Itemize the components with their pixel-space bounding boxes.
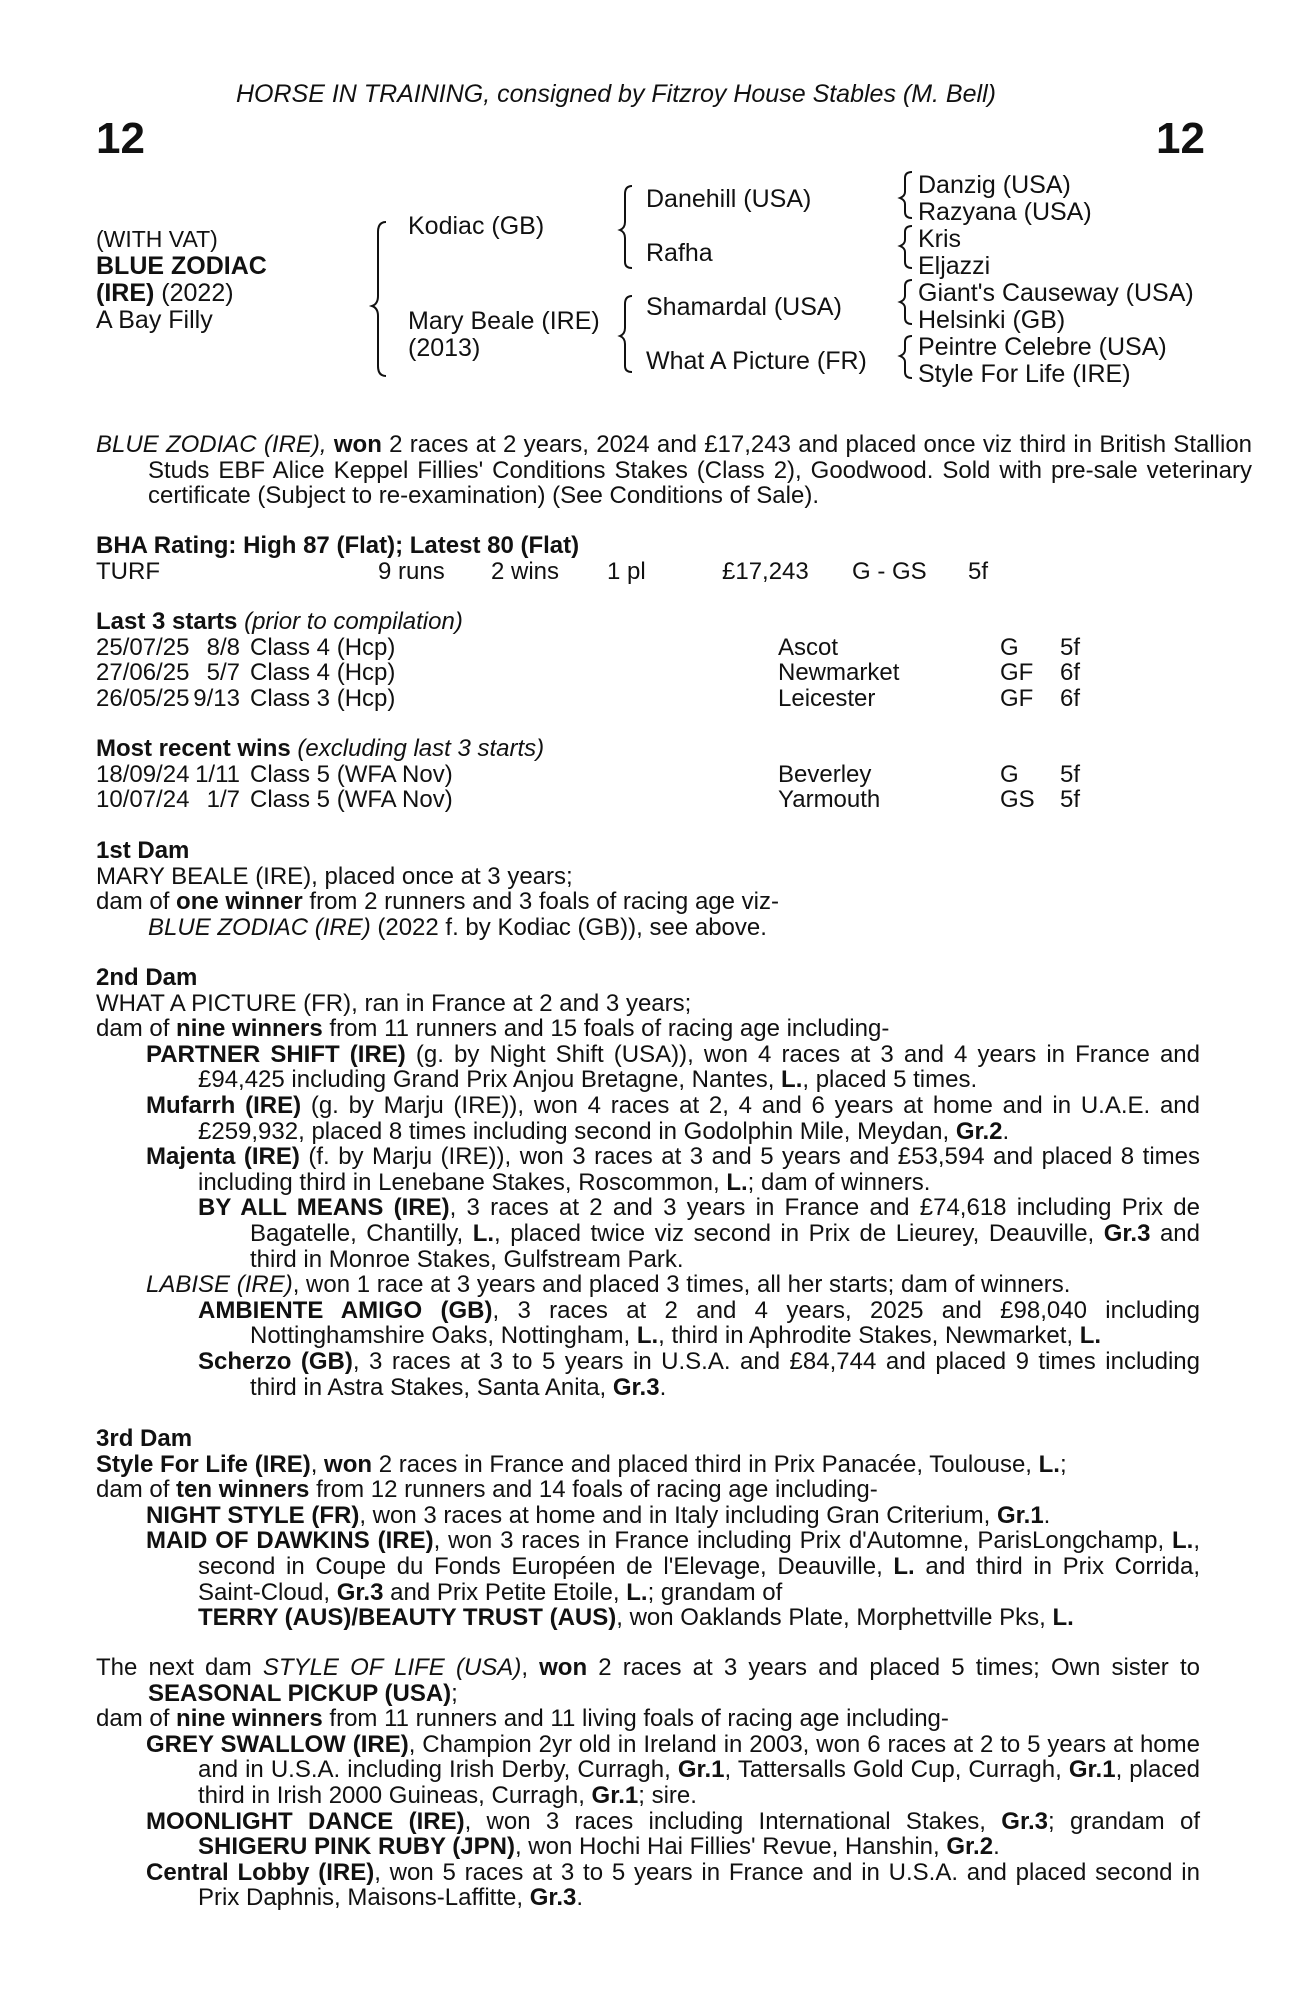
text: , 3 races at 2 and 3 years in France and £74,618 including Prix de Bagatelle, Chantilly, <box>250 1194 1200 1247</box>
text: dam of <box>96 1705 177 1733</box>
race-grade: Gr.1 <box>591 1781 639 1809</box>
produce-mufarrh <box>96 1093 1200 1144</box>
text: won <box>539 1654 588 1681</box>
last-start-dist: 6f <box>1060 684 1081 712</box>
horse-description: A Bay Filly <box>96 306 213 334</box>
gen3-2: Razyana (USA) <box>918 198 1092 226</box>
text: . <box>993 1833 1000 1861</box>
rating-surface: TURF <box>96 557 160 585</box>
race-grade: Gr.2 <box>946 1833 994 1861</box>
produce-name: LABISE (IRE) <box>146 1271 293 1299</box>
recent-wins-table <box>96 762 1080 813</box>
produce-night-style <box>96 1503 1200 1529</box>
gen3-7: Peintre Celebre (USA) <box>918 333 1167 361</box>
race-grade: Gr.3 <box>1103 1219 1151 1247</box>
recent-wins-heading <box>96 736 1080 762</box>
produce-grey-swallow <box>96 1732 1200 1809</box>
last-starts-note: (prior to compilation) <box>244 608 463 635</box>
last-start-going: G <box>1000 633 1019 661</box>
last-starts-title: Last 3 starts <box>96 608 238 635</box>
produce-name: NIGHT STYLE (FR) <box>146 1501 360 1529</box>
next-dam-line1 <box>96 1655 1200 1706</box>
produce-central-lobby <box>96 1860 1200 1911</box>
produce-moonlight-dance <box>96 1809 1200 1860</box>
recent-win-going: G <box>1000 760 1019 788</box>
race-grade: L. <box>1079 1322 1102 1350</box>
produce-name: Scherzo (GB) <box>198 1347 353 1375</box>
last-start-course: Leicester <box>778 684 876 712</box>
recent-win-pos: 1/11 <box>195 760 240 788</box>
vat-label: (WITH VAT) <box>96 226 218 252</box>
text: 2 races at 3 years and placed 5 times; Own sister to <box>587 1654 1200 1681</box>
text: ; grandam of <box>647 1578 783 1606</box>
produce-terry-beauty-trust <box>96 1605 1200 1631</box>
last-starts-table <box>96 635 1080 712</box>
produce-name: BY ALL MEANS (IRE) <box>198 1194 450 1222</box>
last-start-pos: 5/7 <box>206 659 240 687</box>
next-dam-line2 <box>96 1706 1200 1732</box>
text: . <box>659 1373 667 1401</box>
third-dam-section <box>96 1426 1200 1631</box>
winners-count: nine winners <box>176 1015 323 1043</box>
race-grade: L. <box>893 1552 915 1580</box>
text: , won 3 races at home and in Italy including Gran Criterium, <box>359 1501 997 1529</box>
recent-wins-note: (excluding last 3 starts) <box>297 735 545 762</box>
first-dam-section <box>96 838 1200 940</box>
horse-origin: (IRE) <box>96 279 155 307</box>
produce-scherzo <box>96 1349 1200 1400</box>
text: ; grandam of <box>1047 1807 1200 1835</box>
recent-win-date: 10/07/24 <box>96 786 190 814</box>
text: , second in Coupe du Fonds Européen de l'Elevage, Deauville, <box>198 1527 1201 1580</box>
recent-wins-title: Most recent wins <box>96 735 291 762</box>
bracket-g1 <box>900 172 912 218</box>
text: and third in Monroe Stakes, Gulfstream Park. <box>250 1219 1200 1273</box>
gen3-5: Giant's Causeway (USA) <box>918 279 1194 307</box>
rating-table <box>96 559 988 585</box>
produce-majenta <box>96 1144 1200 1195</box>
race-grade: Gr.3 <box>529 1884 577 1912</box>
race-grade: L. <box>1172 1527 1194 1555</box>
text: , won Oaklands Plate, Morphettville Pks, <box>616 1604 1053 1632</box>
last-start-row <box>96 686 1080 712</box>
recent-win-row <box>96 787 1080 813</box>
first-dam-line2 <box>96 889 1200 915</box>
race-grade: L. <box>781 1066 803 1094</box>
race-grade: Gr.3 <box>612 1373 660 1401</box>
produce-partner-shift <box>96 1042 1200 1093</box>
text: (f. by Marju (IRE)), won 3 races at 3 and 5 years and £53,594 and placed 8 times including third in Lenebane Stakes, Roscommon, <box>198 1143 1201 1196</box>
last-start-pos: 8/8 <box>206 633 240 661</box>
text: ; sire. <box>638 1781 697 1809</box>
text: . <box>1043 1501 1051 1529</box>
recent-win-dist: 5f <box>1060 786 1081 814</box>
last-start-date: 25/07/25 <box>96 633 190 661</box>
winners-count: nine winners <box>176 1705 323 1733</box>
last-start-cls: Class 4 (Hcp) <box>250 633 396 661</box>
text: (g. by Night Shift (USA)), won 4 races at 3 and 4 years in France and £94,425 including Grand Prix Anjou Bretagne, Nantes, <box>198 1040 1200 1094</box>
next-dam-section <box>96 1655 1200 1911</box>
rating-going: G - GS <box>852 557 927 585</box>
text: from 12 runners and 14 foals of racing age including- <box>309 1476 878 1504</box>
text: 2 races in France and placed third in Prix Panacée, Toulouse, <box>372 1450 1039 1478</box>
last-start-dist: 6f <box>1060 659 1081 687</box>
summary-won: won <box>333 431 382 458</box>
race-grade: L. <box>726 1168 748 1196</box>
last-start-date: 26/05/25 <box>96 684 190 712</box>
horse-year: (2022) <box>161 279 234 307</box>
consignor-header: HORSE IN TRAINING, consigned by Fitzroy House Stables (M. Bell) <box>236 80 996 108</box>
last-start-cls: Class 4 (Hcp) <box>250 659 396 687</box>
recent-wins-section <box>96 736 1080 813</box>
second-dam-line1: WHAT A PICTURE (FR), ran in France at 2 and 3 years; <box>96 989 692 1017</box>
recent-win-row <box>96 762 1080 788</box>
text: dam of <box>96 1476 177 1504</box>
produce-maid-of-dawkins <box>96 1528 1200 1605</box>
recent-win-pos: 1/7 <box>206 786 240 814</box>
sister-name: SEASONAL PICKUP (USA) <box>148 1679 452 1707</box>
text: dam of <box>96 888 177 916</box>
race-grade: Gr.1 <box>1068 1756 1116 1784</box>
dam-dam: What A Picture (FR) <box>646 347 867 375</box>
dam-year: (2013) <box>408 334 481 362</box>
recent-win-date: 18/09/24 <box>96 760 190 788</box>
text: , <box>521 1654 540 1681</box>
rating-runs: 9 runs <box>378 557 445 585</box>
text: , Tattersalls Gold Cup, Curragh, <box>724 1756 1069 1784</box>
last-start-date: 27/06/25 <box>96 659 190 687</box>
text: from 11 runners and 15 foals of racing age including- <box>322 1015 890 1043</box>
rating-prize: £17,243 <box>722 557 809 585</box>
recent-win-course: Beverley <box>778 760 872 788</box>
first-dam-produce <box>96 915 1200 941</box>
produce-name: GREY SWALLOW (IRE) <box>146 1730 409 1758</box>
rating-wins: 2 wins <box>491 557 560 585</box>
winners-count: one winner <box>176 888 303 916</box>
text: ; <box>1059 1450 1067 1478</box>
text: , placed 5 times. <box>802 1066 978 1094</box>
rating-title: BHA Rating: High 87 (Flat); Latest 80 (Flat) <box>96 532 580 559</box>
race-grade: Gr.1 <box>996 1501 1044 1529</box>
text: dam of <box>96 1015 177 1043</box>
bracket-g4 <box>900 336 912 378</box>
produce-name: AMBIENTE AMIGO (GB) <box>198 1296 493 1324</box>
third-dam-line2 <box>96 1477 1200 1503</box>
second-dam-title: 2nd Dam <box>96 964 198 991</box>
text: , won 5 races at 3 to 5 years in France and in U.S.A. and placed second in Prix Daphnis, Maisons-Laffitte, <box>198 1858 1200 1912</box>
recent-win-going: GS <box>1000 786 1035 814</box>
gen3-8: Style For Life (IRE) <box>918 360 1131 388</box>
summary-name: BLUE ZODIAC (IRE), <box>96 431 327 458</box>
last-start-going: GF <box>1000 659 1034 687</box>
produce-name: BLUE ZODIAC (IRE) <box>148 913 371 941</box>
last-start-going: GF <box>1000 684 1034 712</box>
summary-text: 2 races at 2 years, 2024 and £17,243 and placed once viz third in British Stallion Studs EBF Alice Keppel Fillies' Conditions Stakes (Class 2), Goodwood. Sold with pre-sale veterinary certificate (Subject to re-examination) (See Conditions of Sale). <box>148 431 1253 510</box>
text: , won 3 races in France including Prix d'Automne, ParisLongchamp, <box>433 1527 1173 1555</box>
sire-sire: Danehill (USA) <box>646 185 812 213</box>
rating-row <box>96 559 988 585</box>
rating-distance: 5f <box>968 557 989 585</box>
text: ; dam of winners. <box>747 1168 931 1196</box>
bracket-g2 <box>900 226 912 268</box>
text: from 2 runners and 3 foals of racing age viz- <box>302 888 779 916</box>
gen3-6: Helsinki (GB) <box>918 306 1066 334</box>
race-grade: Gr.1 <box>677 1756 725 1784</box>
text: , won Hochi Hai Fillies' Revue, Hanshin, <box>514 1833 947 1861</box>
last-start-cls: Class 3 (Hcp) <box>250 684 396 712</box>
last-start-row <box>96 660 1080 686</box>
third-dam-line1 <box>96 1452 1200 1478</box>
text: from 11 runners and 11 living foals of racing age including- <box>322 1705 949 1733</box>
text: The next dam <box>96 1654 263 1681</box>
produce-labise <box>96 1272 1200 1298</box>
race-grade: Gr.2 <box>955 1117 1003 1145</box>
text: ; <box>451 1679 458 1707</box>
dam-name: STYLE OF LIFE (USA) <box>262 1654 522 1681</box>
rating-placed: 1 pl <box>607 557 646 585</box>
sire-dam: Rafha <box>646 239 713 267</box>
first-dam-title: 1st Dam <box>96 837 190 864</box>
last-start-course: Ascot <box>778 633 839 661</box>
bracket-dam <box>620 296 632 372</box>
dam: Mary Beale (IRE) <box>408 307 600 335</box>
gen3-3: Kris <box>918 225 962 253</box>
recent-win-cls: Class 5 (WFA Nov) <box>250 786 453 814</box>
text: , <box>310 1450 325 1478</box>
winners-count: ten winners <box>176 1476 310 1504</box>
recent-win-dist: 5f <box>1060 760 1081 788</box>
text: and third in Prix Corrida, Saint-Cloud, <box>198 1552 1200 1606</box>
race-grade: Gr.3 <box>336 1578 384 1606</box>
produce-name: Central Lobby (IRE) <box>146 1858 375 1886</box>
dam-sire: Shamardal (USA) <box>646 293 842 321</box>
recent-win-course: Yarmouth <box>778 786 881 814</box>
text: , Champion 2yr old in Ireland in 2003, won 6 races at 2 to 5 years at home and in U.S.A. including Irish Derby, Curragh, <box>198 1730 1200 1784</box>
lot-number-left: 12 <box>96 114 145 163</box>
bracket-g3 <box>900 280 912 324</box>
text: , placed third in Irish 2000 Guineas, Curragh, <box>198 1756 1201 1809</box>
second-dam-line2 <box>96 1016 1200 1042</box>
last-starts-heading <box>96 609 1080 635</box>
produce-name: MAID OF DAWKINS (IRE) <box>146 1527 434 1555</box>
race-grade: L. <box>1052 1604 1074 1632</box>
last-start-pos: 9/13 <box>193 684 240 712</box>
produce-name: Mufarrh (IRE) <box>146 1091 302 1119</box>
text: (g. by Marju (IRE)), won 4 races at 2, 4 and 6 years at home and in U.A.E. and £259,932, placed 8 times including second in Godolphin Mile, Meydan, <box>198 1091 1200 1145</box>
produce-name: SHIGERU PINK RUBY (JPN) <box>198 1833 515 1861</box>
text: . <box>1002 1117 1010 1145</box>
text: won <box>324 1450 373 1478</box>
third-dam-title: 3rd Dam <box>96 1425 193 1452</box>
produce-name: Majenta (IRE) <box>146 1143 300 1171</box>
rating-section <box>96 533 988 584</box>
produce-name: MOONLIGHT DANCE (IRE) <box>146 1807 465 1835</box>
text: , 3 races at 3 to 5 years in U.S.A. and £84,744 and placed 9 times including third in Astra Stakes, Santa Anita, <box>250 1347 1201 1401</box>
dam-name: Style For Life (IRE) <box>96 1450 311 1478</box>
gen3-4: Eljazzi <box>918 252 991 280</box>
bracket-main <box>372 222 386 376</box>
produce-name: PARTNER SHIFT (IRE) <box>146 1040 406 1068</box>
horse-name: BLUE ZODIAC <box>96 252 267 280</box>
race-grade: L. <box>626 1578 648 1606</box>
gen3-1: Danzig (USA) <box>918 171 1071 199</box>
first-dam-line1: MARY BEALE (IRE), placed once at 3 years; <box>96 862 573 890</box>
text: , 3 races at 2 and 4 years, 2025 and £98,040 including Nottinghamshire Oaks, Nottingham, <box>250 1296 1200 1350</box>
recent-win-cls: Class 5 (WFA Nov) <box>250 760 453 788</box>
last-start-row <box>96 635 1080 661</box>
text: , placed twice viz second in Prix de Lieurey, Deauville, <box>494 1219 1104 1247</box>
race-grade: L. <box>472 1219 495 1247</box>
last-start-course: Newmarket <box>778 659 900 687</box>
text: (2022 f. by Kodiac (GB)), see above. <box>370 913 767 941</box>
race-grade: L. <box>636 1322 659 1350</box>
race-grade: L. <box>1038 1450 1060 1478</box>
race-grade: Gr.3 <box>1001 1807 1048 1835</box>
race-summary <box>96 432 1252 509</box>
text: , won 3 races including International Stakes, <box>464 1807 1002 1835</box>
bracket-sire <box>620 186 632 268</box>
text: , third in Aphrodite Stakes, Newmarket, <box>658 1322 1080 1350</box>
text: . <box>576 1884 584 1912</box>
sire: Kodiac (GB) <box>408 212 545 240</box>
text: , won 1 race at 3 years and placed 3 times, all her starts; dam of winners. <box>292 1271 1071 1299</box>
produce-name: TERRY (AUS)/BEAUTY TRUST (AUS) <box>198 1604 617 1632</box>
produce-ambiente-amigo <box>96 1298 1200 1349</box>
last-start-dist: 5f <box>1060 633 1081 661</box>
text: and Prix Petite Etoile, <box>383 1578 627 1606</box>
lot-number-right: 12 <box>1156 114 1205 163</box>
second-dam-section <box>96 965 1200 1400</box>
last-starts-section <box>96 609 1080 711</box>
produce-by-all-means <box>96 1195 1200 1272</box>
